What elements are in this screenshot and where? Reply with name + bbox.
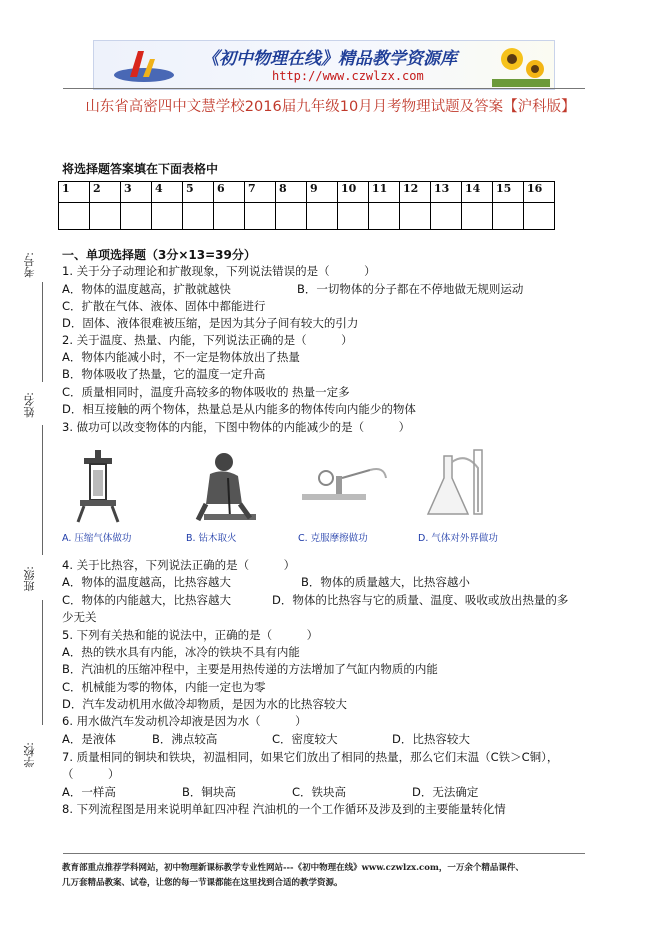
figure-d bbox=[416, 448, 528, 544]
header-banner bbox=[93, 40, 555, 90]
answer-cell[interactable] bbox=[524, 203, 555, 230]
answer-number: 6 bbox=[214, 182, 245, 203]
binding-line bbox=[42, 425, 43, 555]
question-2-option-d: D．相互接触的两个物体，热量总是从内能多的物体传向内能少的物体 bbox=[62, 402, 416, 416]
answer-number: 12 bbox=[400, 182, 431, 203]
question-6-stem: 6. 用水做汽车发动机冷却液是因为水（ ） bbox=[62, 714, 307, 728]
answer-cell[interactable] bbox=[183, 203, 214, 230]
answer-table-header-row bbox=[59, 182, 555, 203]
question-1-stem: 1. 关于分子动理论和扩散现象，下列说法错误的是（ ） bbox=[62, 264, 376, 278]
answer-cell[interactable] bbox=[493, 203, 524, 230]
answer-cell[interactable] bbox=[152, 203, 183, 230]
class-label: 班级: bbox=[23, 566, 36, 592]
answer-cell[interactable] bbox=[307, 203, 338, 230]
question-4-option-c: C．物体的内能越大，比热容越大 bbox=[62, 593, 232, 607]
question-6-option-b: B．沸点较高 bbox=[152, 732, 218, 746]
figure-c bbox=[296, 448, 408, 544]
figure-a bbox=[60, 448, 172, 544]
answer-number: 9 bbox=[307, 182, 338, 203]
answer-cell[interactable] bbox=[90, 203, 121, 230]
question-4-option-a: A．物体的温度越高，比热容越大 bbox=[62, 575, 231, 589]
question-5-option-c: C．机械能为零的物体，内能一定也为零 bbox=[62, 680, 266, 694]
figure-c-caption: C. 克服摩擦做功 bbox=[298, 533, 368, 544]
exam-number-label: 考号: bbox=[23, 252, 36, 278]
figure-a-caption: A. 压缩气体做功 bbox=[62, 533, 132, 544]
answer-cell[interactable] bbox=[214, 203, 245, 230]
footer-rule bbox=[63, 853, 585, 854]
question-3-figures bbox=[60, 448, 536, 548]
answer-number: 3 bbox=[121, 182, 152, 203]
answer-number: 5 bbox=[183, 182, 214, 203]
answer-cell[interactable] bbox=[431, 203, 462, 230]
name-label: 姓名: bbox=[23, 392, 36, 418]
sunflower-icon bbox=[492, 43, 550, 87]
question-6-option-a: A．是液体 bbox=[62, 732, 116, 746]
question-4-option-d: D．物体的比热容与它的质量、温度、吸收或放出热量的多 bbox=[272, 593, 569, 607]
answer-cell[interactable] bbox=[276, 203, 307, 230]
binding-line bbox=[42, 282, 43, 382]
drilling-wood-icon bbox=[184, 448, 294, 524]
question-8-stem: 8. 下列流程图是用来说明单缸四冲程 汽油机的一个工作循环及涉及到的主要能量转化情 bbox=[62, 802, 506, 816]
banner-title: 《初中物理在线》精品教学资源库 bbox=[202, 49, 457, 69]
answer-cell[interactable] bbox=[245, 203, 276, 230]
site-logo-icon bbox=[110, 45, 180, 85]
figure-b bbox=[184, 448, 296, 544]
question-4-stem: 4. 关于比热容，下列说法正确的是（ ） bbox=[62, 558, 296, 572]
answer-number: 13 bbox=[431, 182, 462, 203]
answer-cell[interactable] bbox=[369, 203, 400, 230]
compression-apparatus-icon bbox=[60, 448, 170, 524]
question-1-option-b: B．一切物体的分子都在不停地做无规则运动 bbox=[297, 282, 524, 296]
question-1-option-c: C．扩散在气体、液体、固体中都能进行 bbox=[62, 299, 266, 313]
question-7-option-b: B．铜块高 bbox=[182, 785, 236, 799]
header-rule bbox=[63, 88, 585, 89]
banner-url: http://www.czwlzx.com bbox=[272, 69, 424, 83]
question-5-option-a: A．热的铁水具有内能，冰冷的铁块不具有内能 bbox=[62, 645, 300, 659]
question-1-option-a: A．物体的温度越高，扩散就越快 bbox=[62, 282, 231, 296]
question-7-option-a: A．一样高 bbox=[62, 785, 116, 799]
question-1-option-d: D．固体、液体很难被压缩，是因为其分子间有较大的引力 bbox=[62, 316, 359, 330]
answer-number: 10 bbox=[338, 182, 369, 203]
question-2-option-c: C．质量相同时，温度升高较多的物体吸收的 热量一定多 bbox=[62, 385, 350, 399]
question-2-option-b: B．物体吸收了热量，它的温度一定升高 bbox=[62, 367, 266, 381]
answer-cell[interactable] bbox=[121, 203, 152, 230]
answer-number: 4 bbox=[152, 182, 183, 203]
answer-table bbox=[58, 181, 555, 230]
answer-number: 2 bbox=[90, 182, 121, 203]
answer-number: 8 bbox=[276, 182, 307, 203]
answer-number: 11 bbox=[369, 182, 400, 203]
question-4-option-b: B．物体的质量越大，比热容越小 bbox=[301, 575, 470, 589]
question-6-option-c: C．密度较大 bbox=[272, 732, 338, 746]
answer-instruction: 将选择题答案填在下面表格中 bbox=[62, 162, 219, 176]
question-5-option-b: B．汽油机的压缩冲程中，主要是用热传递的方法增加了气缸内物质的内能 bbox=[62, 662, 438, 676]
question-7-stem: 7. 质量相同的铜块和铁块，初温相同，如果它们放出了相同的热量，那么它们末温（C铁＞C铜）， bbox=[62, 750, 559, 764]
answer-number: 14 bbox=[462, 182, 493, 203]
flask-icon bbox=[416, 448, 526, 524]
answer-number: 1 bbox=[59, 182, 90, 203]
footer-line-2: 几万套精品教案、试卷，让您的每一节课都能在这里找到合适的教学资源。 bbox=[62, 878, 343, 888]
answer-table-blank-row bbox=[59, 203, 555, 230]
question-7-answer-paren: （ ） bbox=[62, 767, 120, 781]
question-2-option-a: A．物体内能减小时，不一定是物体放出了热量 bbox=[62, 350, 300, 364]
friction-apparatus-icon bbox=[296, 448, 406, 524]
binding-line bbox=[42, 600, 43, 725]
question-5-option-d: D．汽车发动机用水做冷却物质，是因为水的比热容较大 bbox=[62, 697, 347, 711]
answer-cell[interactable] bbox=[400, 203, 431, 230]
figure-b-caption: B. 钻木取火 bbox=[186, 533, 237, 544]
answer-number: 7 bbox=[245, 182, 276, 203]
question-7-option-d: D．无法确定 bbox=[412, 785, 479, 799]
answer-number: 15 bbox=[493, 182, 524, 203]
school-label: 学校: bbox=[23, 742, 36, 768]
section-title: 一、单项选择题（3分×13=39分） bbox=[62, 248, 256, 262]
document-title: 山东省高密四中文慧学校2016届九年级10月月考物理试题及答案【沪科版】 bbox=[85, 99, 576, 115]
answer-cell[interactable] bbox=[462, 203, 493, 230]
question-5-stem: 5. 下列有关热和能的说法中，正确的是（ ） bbox=[62, 628, 319, 642]
question-6-option-d: D．比热容较大 bbox=[392, 732, 470, 746]
question-2-stem: 2. 关于温度、热量、内能，下列说法正确的是（ ） bbox=[62, 333, 353, 347]
answer-number: 16 bbox=[524, 182, 555, 203]
question-7-option-c: C．铁块高 bbox=[292, 785, 347, 799]
answer-cell[interactable] bbox=[59, 203, 90, 230]
question-4-option-d-cont: 少无关 bbox=[62, 610, 97, 624]
answer-cell[interactable] bbox=[338, 203, 369, 230]
footer-line-1: 教育部重点推荐学科网站，初中物理新课标教学专业性网站---《初中物理在线》www.czwlzx.com，一万余个精品课件、 bbox=[62, 863, 524, 873]
figure-d-caption: D. 气体对外界做功 bbox=[418, 533, 498, 544]
question-3-stem: 3. 做功可以改变物体的内能，下图中物体的内能减少的是（ ） bbox=[62, 420, 411, 434]
